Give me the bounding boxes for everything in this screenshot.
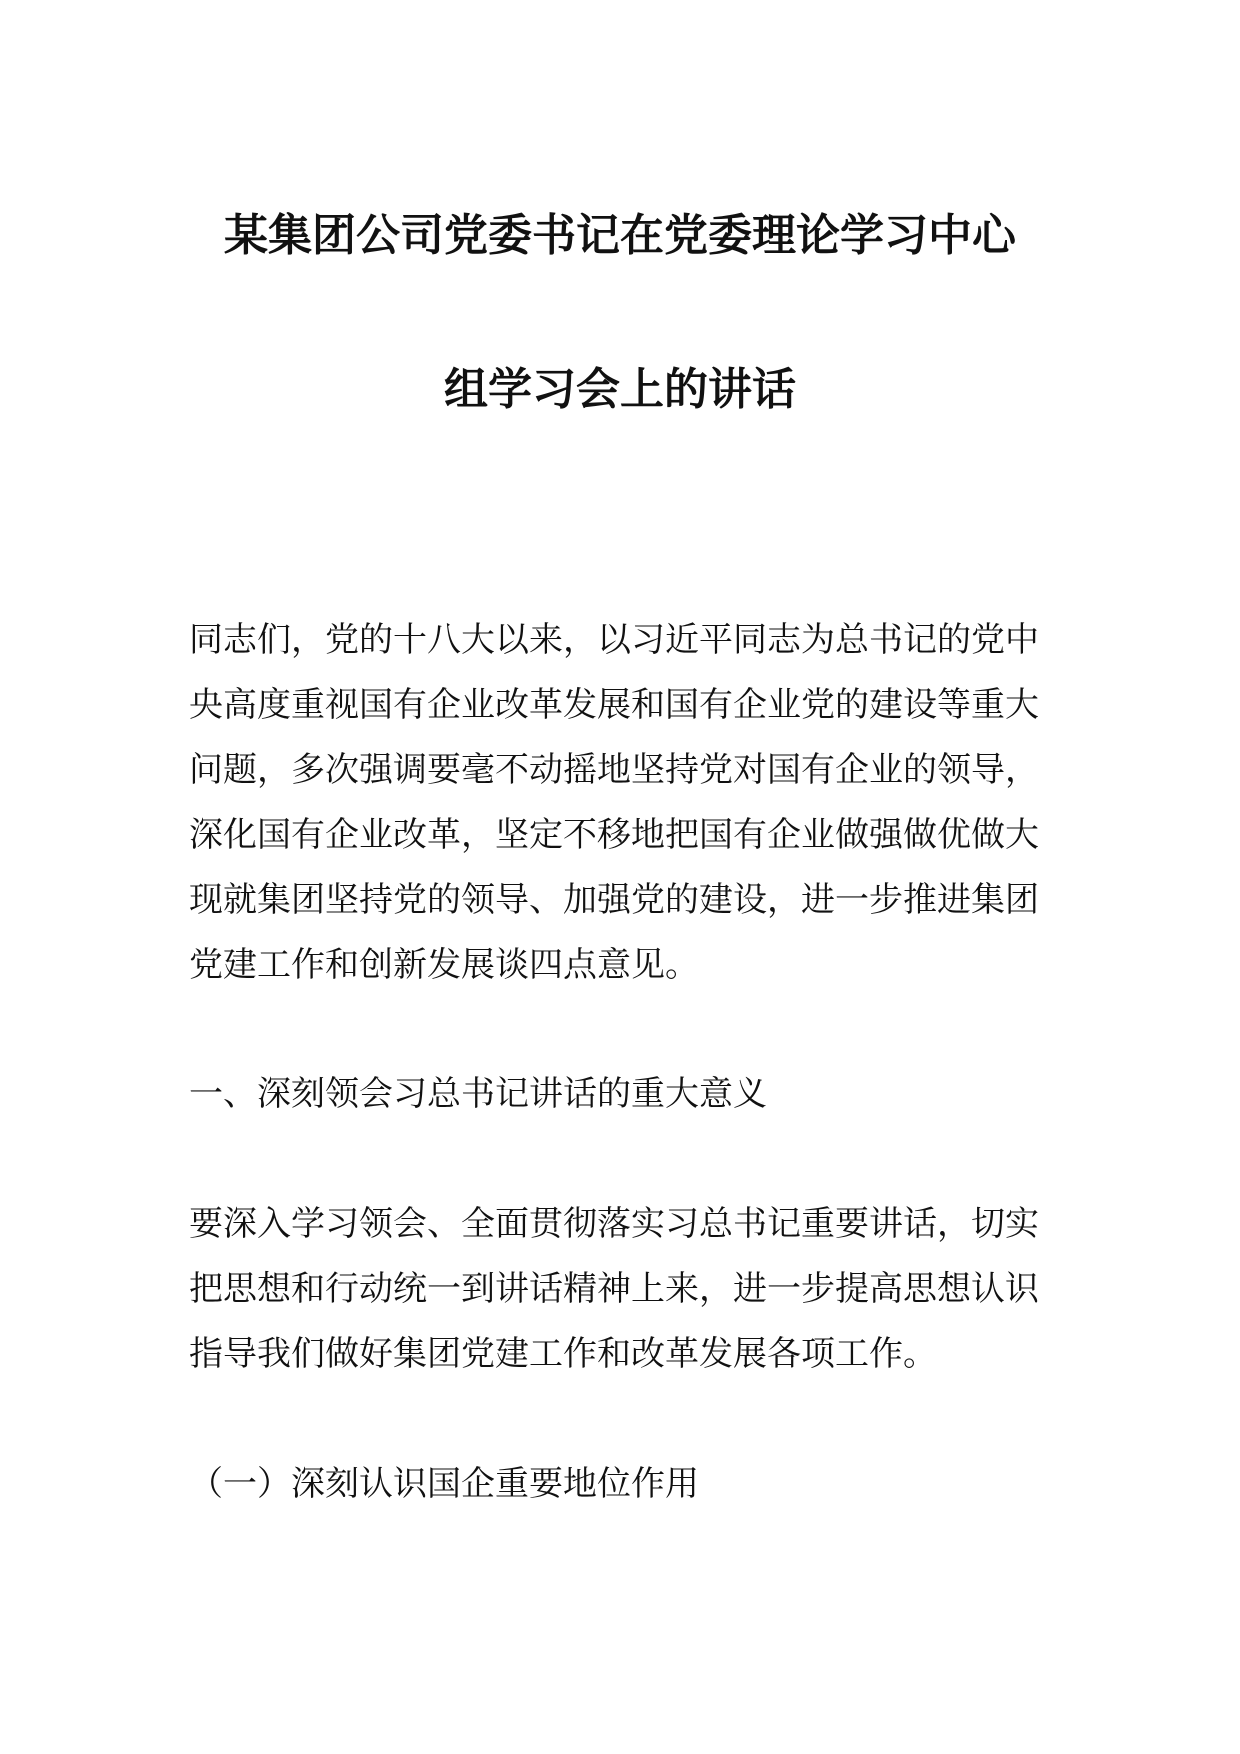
paragraph-line: 深化国有企业改革，坚定不移地把国有企业做强做优做大	[189, 815, 1039, 855]
intro-paragraph	[189, 608, 1061, 998]
paragraph-line: 问题，多次强调要毫不动摇地坚持党对国有企业的领导，	[189, 750, 1039, 790]
document-title-line-1: 某集团公司党委书记在党委理论学习中心	[224, 210, 1016, 261]
section-heading-1	[189, 1062, 1061, 1127]
subsection-heading-1	[189, 1452, 1061, 1517]
paragraph-line: 要深入学习领会、全面贯彻落实习总书记重要讲话，切实	[189, 1204, 1039, 1244]
section-paragraph	[189, 1192, 1061, 1387]
paragraph-line: 把思想和行动统一到讲话精神上来，进一步提高思想认识	[189, 1269, 1039, 1309]
paragraph-line: 党建工作和创新发展谈四点意见。	[189, 945, 699, 985]
subsection-heading-text: （一）深刻认识国企重要地位作用	[189, 1464, 699, 1504]
paragraph-line: 现就集团坚持党的领导、加强党的建设，进一步推进集团	[189, 880, 1039, 920]
paragraph-line: 指导我们做好集团党建工作和改革发展各项工作。	[189, 1334, 937, 1374]
document-title-line-2: 组学习会上的讲话	[444, 364, 796, 415]
paragraph-line: 央高度重视国有企业改革发展和国有企业党的建设等重大	[189, 685, 1039, 725]
paragraph-line: 同志们，党的十八大以来，以习近平同志为总书记的党中	[189, 620, 1039, 660]
section-heading-text: 一、深刻领会习总书记讲话的重大意义	[189, 1074, 767, 1114]
